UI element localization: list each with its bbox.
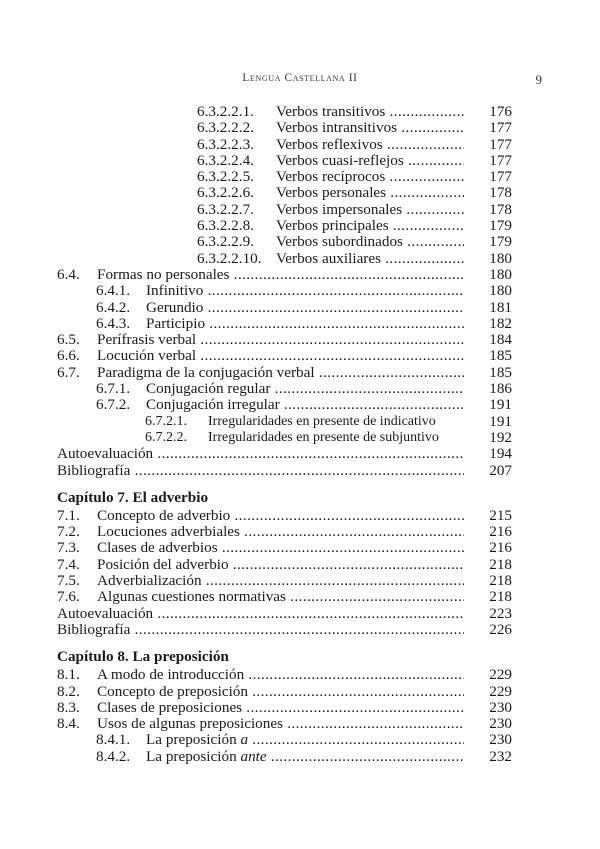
toc-entry-title [57,463,464,479]
toc-entry-number: 8.4.2. [96,747,131,765]
toc-section-chapter-8 [57,667,512,765]
toc-entry-title [208,414,478,430]
toc-entry-number: 8.3. [57,698,80,716]
toc-entry-page: 232 [489,747,512,765]
toc-entry-page: 186 [489,380,512,398]
chapter-7-heading: Capítulo 7. El adverbio [57,488,209,506]
toc-entry [57,169,512,185]
toc-entry-title [57,606,464,622]
toc-entry [57,573,512,589]
toc-entry [57,332,512,348]
toc-entry-title [97,684,464,700]
toc-entry-title [97,716,464,732]
toc-entry-page: 176 [489,103,512,120]
toc-entry-title [97,348,464,364]
toc-entry-page: 194 [489,445,512,463]
toc-entry-page: 207 [489,461,512,479]
toc-entry-title-text: Verbos auxiliares [276,250,382,267]
toc-section-chapter-6 [57,104,512,479]
toc-entry-title [276,234,464,250]
toc-entry-title [97,524,464,540]
page-number: 9 [535,72,542,87]
toc-entry-page: 177 [489,135,512,153]
toc-entry [57,137,512,153]
toc-entry [57,749,512,765]
toc-entry-title-text: Algunas cuestiones normativas [97,589,286,606]
page-header [0,72,600,88]
toc-entry-title [146,283,464,299]
toc-entry [57,283,512,299]
toc-entry [57,700,512,716]
toc-entry-title [97,332,464,348]
toc-entry [57,540,512,556]
toc-entry-title-text: Autoevaluación [57,605,154,622]
toc-entry-title-text: Verbos recíprocos [276,169,386,186]
toc-entry-title-text: Conjugación irregular [146,397,280,414]
toc-entry-title [146,749,464,765]
toc-entry-page: 218 [489,572,512,590]
toc-entry-page: 215 [489,506,512,524]
toc-entry-number: 8.1. [57,666,80,684]
toc-entry-page: 180 [489,265,512,283]
toc-entry [57,622,512,638]
toc-entry [57,606,512,622]
toc-entry-title-text: Participio [146,315,206,332]
toc-entry-title-italic: a [240,732,249,749]
toc-entry-title-text: Perífrasis verbal [97,332,197,349]
toc-entry-title [276,169,464,185]
toc-entry-number: 8.4. [57,715,80,733]
toc-entry-number: 6.4. [57,265,80,283]
toc-entry-number: 6.4.2. [96,298,131,316]
toc-entry [57,414,512,430]
toc-entry-title-text: Verbos principales [276,218,389,235]
toc-entry-title-text: Clases de preposiciones [97,699,243,716]
toc-entry-page: 179 [489,217,512,235]
toc-entry-number: 7.3. [57,539,80,557]
toc-entry-number: 6.3.2.2.6. [197,184,254,202]
toc-entry-title-text: La preposición [146,748,241,765]
toc-entry [57,251,512,267]
toc-entry-number: 6.3.2.2.9. [197,233,254,251]
toc-entry-title [97,508,464,524]
toc-entry [57,185,512,201]
toc-entry-number: 6.7. [57,363,80,381]
toc-entry [57,381,512,397]
toc-entry-title-text: Concepto de adverbio [97,507,231,524]
toc-entry-title-text: Bibliografía [57,462,131,479]
toc-entry-title-text: A modo de introducción [97,667,245,684]
toc-entry-page: 226 [489,620,512,638]
toc-entry-title [276,137,464,153]
toc-entry [57,267,512,283]
toc-entry-title [276,185,464,201]
toc-entry-title [97,667,464,683]
toc-entry [57,732,512,748]
toc-entry-page: 229 [489,682,512,700]
toc-entry-page: 184 [489,331,512,349]
toc-entry-number: 6.7.1. [96,380,131,398]
toc-entry-title [208,430,478,446]
toc-entry-page: 230 [489,715,512,733]
toc-entry-number: 6.6. [57,347,80,365]
toc-entry-page: 180 [489,249,512,267]
toc-entry-title [146,381,464,397]
toc-entry-number: 6.5. [57,331,80,349]
toc-entry-title-text: Autoevaluación [57,446,154,463]
toc-entry-number: 6.3.2.2.8. [197,217,254,235]
toc-entry-title-text: Adverbialización [97,573,202,590]
toc-entry-title-text: Posición del adverbio [97,556,229,573]
toc-entry-title [146,300,464,316]
toc-entry-title-text: Locuciones adverbiales [97,524,240,541]
toc-entry-title [97,573,464,589]
toc-entry-title-text: Verbos reflexivos [276,136,383,153]
toc-entry [57,508,512,524]
toc-entry-title [97,557,464,573]
toc-entry-title [276,202,464,218]
toc-entry-title [97,540,464,556]
toc-entry-page: 216 [489,539,512,557]
toc-entry-title [146,316,464,332]
toc-entry [57,120,512,136]
toc-entry-title [97,267,464,283]
toc-entry-number: 6.3.2.2.7. [197,200,254,218]
toc-entry [57,557,512,573]
toc-entry [57,153,512,169]
toc-entry-title-text: Verbos personales [276,185,387,202]
toc-entry-page: 229 [489,666,512,684]
toc-entry-number: 7.1. [57,506,80,524]
toc-entry-title-text: Bibliografía [57,621,131,638]
toc-entry-page: 185 [489,363,512,381]
toc-entry-page: 230 [489,731,512,749]
toc-entry [57,300,512,316]
toc-entry-title-text: Verbos cuasi-reflejos [276,152,404,169]
toc-entry-title-text: La preposición [146,732,241,749]
toc-entry-page: 178 [489,200,512,218]
toc-entry-title [146,732,464,748]
toc-entry-number: 6.3.2.2.1. [197,103,254,120]
toc-entry-number: 6.3.2.2.2. [197,119,254,137]
toc-entry [57,684,512,700]
toc-entry-page: 191 [489,396,512,414]
toc-entry-number: 6.7.2. [96,396,131,414]
toc-entry-title-text: Infinitivo [146,283,204,300]
toc-entry-page: 191 [489,412,512,430]
toc-entry-page: 192 [489,428,512,446]
toc-entry [57,463,512,479]
toc-entry-page: 182 [489,314,512,332]
toc-entry-title [276,251,464,267]
toc-entry-title-text: Clases de adverbios [97,540,218,557]
toc-entry-title-text: Conjugación regular [146,381,271,398]
toc-entry-number: 6.3.2.2.5. [197,168,254,186]
toc-entry-page: 179 [489,233,512,251]
toc-entry-title [97,365,464,381]
toc-entry-title [276,153,464,169]
toc-entry [57,218,512,234]
toc-entry-title [97,700,464,716]
toc-entry [57,667,512,683]
toc-entry-page: 180 [489,282,512,300]
toc-entry-page: 177 [489,168,512,186]
toc-entry [57,397,512,413]
toc-entry-title-text: Irregularidades en presente de indicativo [208,413,436,429]
toc-entry-page: 185 [489,347,512,365]
toc-entry-page: 218 [489,588,512,606]
toc-entry-title-text: Paradigma de la conjugación verbal [97,364,315,381]
toc-entry-title [57,446,464,462]
toc-entry [57,104,512,120]
toc-entry-number: 6.7.2.2. [145,429,187,445]
toc-entry-number: 6.7.2.1. [145,413,187,429]
toc-entry-page: 178 [489,184,512,202]
toc-entry [57,202,512,218]
chapter-8-heading: Capítulo 8. La preposición [57,648,229,666]
toc-entry [57,316,512,332]
toc-entry-title-text: Irregularidades en presente de subjuntivo [208,429,439,445]
toc-entry-page: 218 [489,555,512,573]
toc-entry [57,446,512,462]
toc-entry-title-text: Verbos intransitivos [276,120,398,137]
toc-entry-number: 6.3.2.2.10. [197,249,262,267]
toc-entry-title-text: Formas no personales [97,266,230,283]
toc-entry-page: 230 [489,698,512,716]
toc-section-chapter-7 [57,508,512,638]
toc-entry [57,365,512,381]
toc-entry-title [57,622,464,638]
toc-entry-page: 181 [489,298,512,316]
toc-entry-title [146,397,464,413]
toc-entry-title-text: Gerundio [146,299,204,316]
toc-entry-title [276,218,464,234]
toc-entry-number: 7.4. [57,555,80,573]
toc-entry-page: 177 [489,119,512,137]
toc-entry-number: 8.4.1. [96,731,131,749]
toc-entry-number: 6.3.2.2.3. [197,135,254,153]
toc-entry-number: 6.4.1. [96,282,131,300]
toc-entry-page: 223 [489,604,512,622]
toc-entry-title-text: Verbos transitivos [276,104,386,120]
running-title: Lengua Castellana II [242,72,358,84]
toc-entry-number: 7.5. [57,572,80,590]
toc-entry [57,430,512,446]
toc-entry-title-text: Locución verbal [97,348,197,365]
toc-entry-number: 7.6. [57,588,80,606]
toc-entry-page: 177 [489,151,512,169]
toc-entry-title-italic: ante [240,748,267,765]
toc-entry-title-text: Verbos subordinados [276,234,403,251]
toc-entry-number: 6.4.3. [96,314,131,332]
toc-entry-number: 8.2. [57,682,80,700]
toc-entry-title [276,104,464,120]
toc-entry-number: 7.2. [57,523,80,541]
table-of-contents [57,104,512,765]
toc-entry [57,348,512,364]
toc-entry [57,524,512,540]
toc-entry-title-text: Usos de algunas preposiciones [97,716,284,733]
toc-entry [57,716,512,732]
toc-entry-page: 216 [489,523,512,541]
toc-entry-title [276,120,464,136]
toc-entry-title-text: Verbos impersonales [276,201,403,218]
toc-entry-title [97,589,464,605]
toc-entry-title-text: Concepto de preposición [97,683,248,700]
toc-entry-number: 6.3.2.2.4. [197,151,254,169]
toc-entry [57,589,512,605]
toc-entry [57,234,512,250]
